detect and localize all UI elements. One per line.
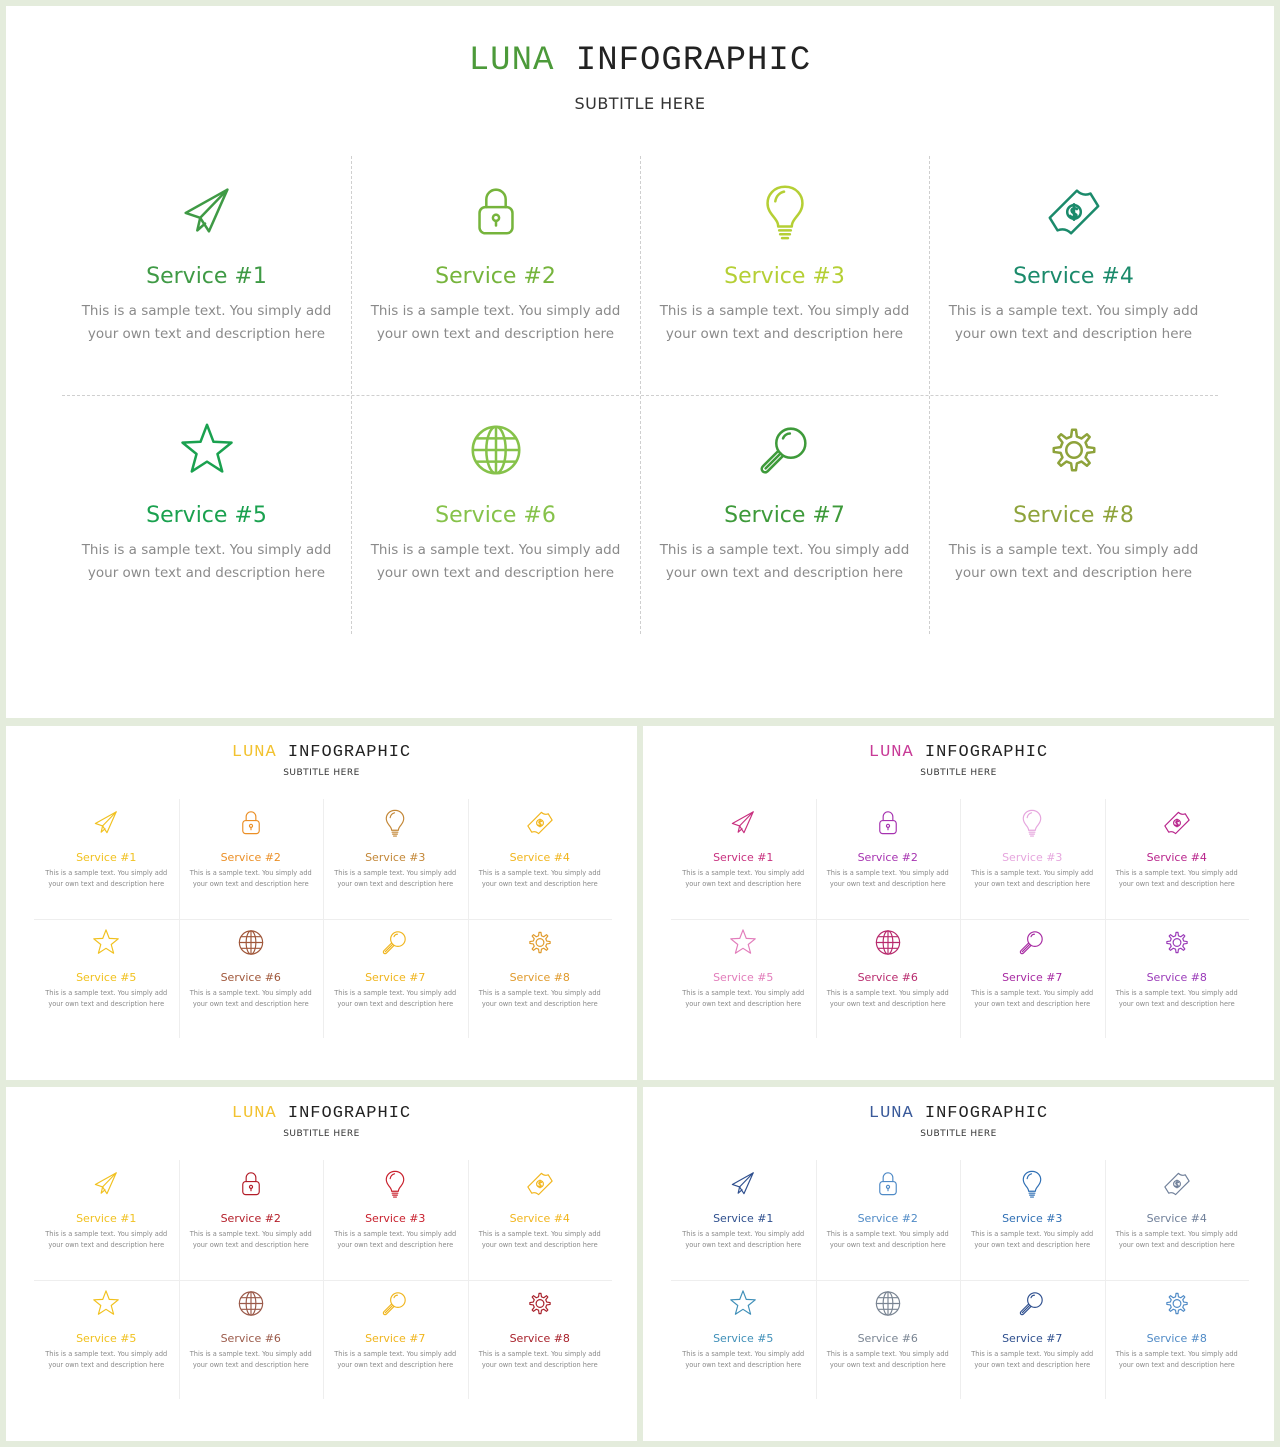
service-description (468, 988, 613, 1010)
description-line: your own text and description here (48, 1241, 165, 1249)
description-line: your own text and description here (974, 1360, 1091, 1369)
service-card (34, 1160, 179, 1280)
description-line: This is a sample text. You simply add (189, 869, 312, 877)
service-description (671, 1229, 816, 1251)
slide-title (643, 1104, 1274, 1123)
title-accent: LUNA (868, 1104, 914, 1123)
service-card (468, 919, 613, 1039)
service-title: Service #7 (724, 503, 845, 528)
description-line: This is a sample text. You simply add (948, 542, 1199, 558)
slide-subtitle: SUBTITLE HERE (283, 768, 360, 778)
yellow-infographic-slide (6, 726, 637, 1080)
magnifier-icon (1017, 1288, 1048, 1319)
service-description (179, 868, 324, 890)
light-bulb-icon (754, 180, 816, 242)
description-line: your own text and description here (829, 1241, 946, 1249)
gear-icon (524, 927, 555, 958)
service-card (351, 395, 640, 634)
slide-subtitle: SUBTITLE HERE (574, 94, 706, 113)
service-card (1105, 799, 1250, 919)
description-line: your own text and description here (829, 880, 946, 888)
service-card (640, 395, 929, 634)
services-grid (671, 1160, 1249, 1399)
service-card (1105, 1160, 1250, 1280)
service-title: Service #3 (365, 851, 426, 864)
description-line: your own text and description here (685, 1360, 802, 1369)
service-title: Service #5 (146, 503, 267, 528)
slide-title (643, 743, 1274, 762)
service-card (960, 1160, 1105, 1280)
description-line: your own text and description here (192, 999, 309, 1008)
slide-title (6, 743, 637, 762)
service-title: Service #8 (1013, 503, 1134, 528)
slide-title (6, 42, 1274, 80)
globe-icon (235, 927, 266, 958)
service-title: Service #6 (857, 970, 918, 984)
service-description (62, 539, 351, 585)
description-line: your own text and description here (481, 880, 598, 888)
description-line: your own text and description here (337, 999, 454, 1008)
title-main: INFOGRAPHIC (924, 1104, 1049, 1123)
title-accent: LUNA (231, 1104, 277, 1123)
service-title: Service #4 (509, 1212, 570, 1225)
services-grid (34, 799, 612, 1038)
red-infographic-slide (6, 1087, 637, 1441)
description-line: your own text and description here (481, 1241, 598, 1249)
description-line: This is a sample text. You simply add (45, 869, 168, 877)
service-description (960, 988, 1105, 1010)
service-title: Service #4 (1146, 1212, 1207, 1225)
service-title: Service #3 (724, 264, 845, 289)
globe-icon (872, 1288, 903, 1319)
description-line: This is a sample text. You simply add (478, 869, 601, 877)
service-title: Service #8 (1146, 970, 1207, 984)
description-line: This is a sample text. You simply add (45, 988, 168, 997)
padlock-icon (465, 180, 527, 242)
service-description (468, 868, 613, 890)
description-line: your own text and description here (1118, 1241, 1235, 1249)
service-description (671, 988, 816, 1010)
service-card (816, 1160, 961, 1280)
service-card (179, 1160, 324, 1280)
service-description (34, 1349, 179, 1371)
service-description (671, 868, 816, 890)
service-card (1105, 919, 1250, 1039)
service-description (323, 1349, 468, 1371)
service-card (960, 799, 1105, 919)
description-line: your own text and description here (1118, 1360, 1235, 1369)
service-card (34, 1280, 179, 1400)
title-accent: LUNA (868, 743, 914, 762)
description-line: your own text and description here (974, 880, 1091, 888)
description-line: your own text and description here (192, 1241, 309, 1249)
service-card (34, 799, 179, 919)
service-title: Service #3 (365, 1212, 426, 1225)
paper-plane-icon (728, 807, 759, 838)
service-card (671, 1160, 816, 1280)
service-description (816, 1349, 961, 1371)
description-line: This is a sample text. You simply add (478, 988, 601, 997)
service-title: Service #7 (1002, 1331, 1063, 1345)
service-title: Service #8 (509, 970, 570, 984)
description-line: your own text and description here (337, 1360, 454, 1369)
service-card (816, 1280, 961, 1400)
star-icon (728, 927, 759, 958)
description-line: your own text and description here (685, 1241, 802, 1249)
service-description (671, 1349, 816, 1371)
services-grid (62, 156, 1218, 634)
padlock-icon (872, 1168, 903, 1199)
service-description (1105, 868, 1250, 890)
service-description (179, 1349, 324, 1371)
service-title: Service #3 (1002, 851, 1063, 864)
service-title: Service #1 (76, 1212, 137, 1225)
service-title: Service #1 (713, 1212, 774, 1225)
description-line: your own text and description here (954, 565, 1193, 581)
money-bill-icon (1161, 807, 1192, 838)
service-description (1105, 1349, 1250, 1371)
service-description (816, 1229, 961, 1251)
description-line: your own text and description here (974, 999, 1091, 1008)
padlock-icon (235, 1168, 266, 1199)
main-infographic-slide (6, 6, 1274, 718)
description-line: your own text and description here (665, 565, 904, 581)
description-line: This is a sample text. You simply add (45, 1230, 168, 1238)
service-title: Service #2 (220, 851, 281, 864)
description-line: This is a sample text. You simply add (370, 303, 621, 319)
description-line: your own text and description here (685, 880, 802, 888)
magnifier-icon (380, 927, 411, 958)
service-card (323, 1280, 468, 1400)
service-title: Service #1 (76, 851, 137, 864)
description-line: your own text and description here (87, 326, 326, 342)
money-bill-icon (1043, 180, 1105, 242)
description-line: This is a sample text. You simply add (45, 1349, 168, 1358)
slide-subtitle: SUBTITLE HERE (920, 1129, 997, 1139)
service-title: Service #2 (857, 1212, 918, 1225)
service-title: Service #8 (1146, 1331, 1207, 1345)
description-line: This is a sample text. You simply add (189, 988, 312, 997)
description-line: This is a sample text. You simply add (682, 869, 805, 877)
globe-icon (872, 927, 903, 958)
service-title: Service #8 (509, 1331, 570, 1345)
service-card (62, 395, 351, 634)
service-card (323, 919, 468, 1039)
padlock-icon (235, 807, 266, 838)
description-line: This is a sample text. You simply add (1115, 1349, 1238, 1358)
description-line: your own text and description here (481, 999, 598, 1008)
description-line: This is a sample text. You simply add (948, 303, 1199, 319)
description-line: your own text and description here (337, 880, 454, 888)
money-bill-icon (524, 1168, 555, 1199)
description-line: your own text and description here (1118, 880, 1235, 888)
magnifier-icon (380, 1288, 411, 1319)
service-card (351, 156, 640, 395)
service-description (1105, 1229, 1250, 1251)
description-line: your own text and description here (376, 326, 615, 342)
service-card (929, 395, 1218, 634)
description-line: your own text and description here (376, 565, 615, 581)
description-line: This is a sample text. You simply add (1115, 869, 1238, 877)
service-description (640, 539, 929, 585)
paper-plane-icon (91, 807, 122, 838)
description-line: your own text and description here (1118, 999, 1235, 1008)
description-line: This is a sample text. You simply add (826, 988, 949, 997)
service-description (960, 868, 1105, 890)
title-main: INFOGRAPHIC (287, 1104, 412, 1123)
service-card (323, 799, 468, 919)
service-description (640, 300, 929, 346)
service-title: Service #5 (713, 970, 774, 984)
description-line: This is a sample text. You simply add (682, 1230, 805, 1238)
services-grid (34, 1160, 612, 1399)
description-line: This is a sample text. You simply add (189, 1349, 312, 1358)
gear-icon (1161, 1288, 1192, 1319)
service-title: Service #2 (220, 1212, 281, 1225)
title-main: INFOGRAPHIC (924, 743, 1049, 762)
service-card (323, 1160, 468, 1280)
service-card (816, 799, 961, 919)
services-grid (671, 799, 1249, 1038)
service-card (468, 1280, 613, 1400)
service-description (960, 1349, 1105, 1371)
description-line: This is a sample text. You simply add (659, 542, 910, 558)
slide-subtitle: SUBTITLE HERE (283, 1129, 360, 1139)
service-description (468, 1229, 613, 1251)
magnifier-icon (754, 419, 816, 481)
globe-icon (235, 1288, 266, 1319)
description-line: This is a sample text. You simply add (334, 869, 457, 877)
description-line: your own text and description here (829, 999, 946, 1008)
service-title: Service #4 (1146, 851, 1207, 864)
description-line: This is a sample text. You simply add (1115, 1230, 1238, 1238)
service-title: Service #4 (509, 851, 570, 864)
service-title: Service #3 (1002, 1212, 1063, 1225)
service-description (351, 539, 640, 585)
description-line: This is a sample text. You simply add (971, 1349, 1094, 1358)
service-card (179, 919, 324, 1039)
description-line: This is a sample text. You simply add (478, 1349, 601, 1358)
gear-icon (1161, 927, 1192, 958)
service-description (960, 1229, 1105, 1251)
paper-plane-icon (176, 180, 238, 242)
gear-icon (524, 1288, 555, 1319)
service-description (1105, 988, 1250, 1010)
light-bulb-icon (380, 807, 411, 838)
description-line: This is a sample text. You simply add (334, 988, 457, 997)
service-description (62, 300, 351, 346)
service-title: Service #7 (1002, 970, 1063, 984)
description-line: your own text and description here (974, 1241, 1091, 1249)
star-icon (176, 419, 238, 481)
service-card (34, 919, 179, 1039)
description-line: your own text and description here (829, 1360, 946, 1369)
star-icon (728, 1288, 759, 1319)
service-title: Service #5 (76, 970, 137, 984)
service-card (671, 919, 816, 1039)
globe-icon (465, 419, 527, 481)
service-description (34, 868, 179, 890)
description-line: This is a sample text. You simply add (81, 542, 332, 558)
description-line: This is a sample text. You simply add (826, 1349, 949, 1358)
service-description (179, 988, 324, 1010)
service-title: Service #6 (435, 503, 556, 528)
service-card (468, 799, 613, 919)
description-line: your own text and description here (48, 999, 165, 1008)
service-title: Service #1 (146, 264, 267, 289)
service-card (960, 919, 1105, 1039)
description-line: This is a sample text. You simply add (1115, 988, 1238, 997)
description-line: your own text and description here (954, 326, 1193, 342)
description-line: This is a sample text. You simply add (370, 542, 621, 558)
description-line: your own text and description here (192, 880, 309, 888)
description-line: This is a sample text. You simply add (971, 1230, 1094, 1238)
description-line: This is a sample text. You simply add (659, 303, 910, 319)
service-card (671, 1280, 816, 1400)
service-description (323, 988, 468, 1010)
service-card (671, 799, 816, 919)
description-line: This is a sample text. You simply add (682, 988, 805, 997)
service-title: Service #2 (435, 264, 556, 289)
description-line: your own text and description here (685, 999, 802, 1008)
service-title: Service #4 (1013, 264, 1134, 289)
light-bulb-icon (1017, 1168, 1048, 1199)
description-line: This is a sample text. You simply add (189, 1230, 312, 1238)
pink-infographic-slide (643, 726, 1274, 1080)
service-description (929, 300, 1218, 346)
money-bill-icon (1161, 1168, 1192, 1199)
star-icon (91, 927, 122, 958)
service-card (179, 799, 324, 919)
description-line: This is a sample text. You simply add (81, 303, 332, 319)
blue-infographic-slide (643, 1087, 1274, 1441)
padlock-icon (872, 807, 903, 838)
service-card (929, 156, 1218, 395)
service-card (179, 1280, 324, 1400)
gear-icon (1043, 419, 1105, 481)
service-title: Service #5 (713, 1331, 774, 1345)
service-title: Service #6 (220, 970, 281, 984)
service-title: Service #5 (76, 1331, 137, 1345)
service-title: Service #1 (713, 851, 774, 864)
service-description (323, 1229, 468, 1251)
service-title: Service #2 (857, 851, 918, 864)
money-bill-icon (524, 807, 555, 838)
title-accent: LUNA (468, 42, 555, 80)
title-accent: LUNA (231, 743, 277, 762)
service-title: Service #7 (365, 970, 426, 984)
description-line: your own text and description here (337, 1241, 454, 1249)
description-line: your own text and description here (192, 1360, 309, 1369)
service-description (179, 1229, 324, 1251)
description-line: This is a sample text. You simply add (971, 988, 1094, 997)
service-description (34, 1229, 179, 1251)
title-main: INFOGRAPHIC (575, 42, 812, 80)
light-bulb-icon (1017, 807, 1048, 838)
slide-title (6, 1104, 637, 1123)
service-description (816, 988, 961, 1010)
service-card (468, 1160, 613, 1280)
service-card (640, 156, 929, 395)
service-description (323, 868, 468, 890)
description-line: your own text and description here (665, 326, 904, 342)
title-main: INFOGRAPHIC (287, 743, 412, 762)
service-description (468, 1349, 613, 1371)
service-card (816, 919, 961, 1039)
service-description (816, 868, 961, 890)
service-title: Service #6 (220, 1331, 281, 1345)
star-icon (91, 1288, 122, 1319)
service-title: Service #6 (857, 1331, 918, 1345)
service-card (960, 1280, 1105, 1400)
magnifier-icon (1017, 927, 1048, 958)
description-line: This is a sample text. You simply add (478, 1230, 601, 1238)
description-line: This is a sample text. You simply add (826, 869, 949, 877)
service-description (351, 300, 640, 346)
description-line: your own text and description here (481, 1360, 598, 1369)
description-line: This is a sample text. You simply add (826, 1230, 949, 1238)
paper-plane-icon (91, 1168, 122, 1199)
service-description (34, 988, 179, 1010)
description-line: This is a sample text. You simply add (682, 1349, 805, 1358)
description-line: your own text and description here (48, 880, 165, 888)
description-line: your own text and description here (87, 565, 326, 581)
light-bulb-icon (380, 1168, 411, 1199)
service-card (62, 156, 351, 395)
description-line: your own text and description here (48, 1360, 165, 1369)
description-line: This is a sample text. You simply add (334, 1230, 457, 1238)
service-description (929, 539, 1218, 585)
description-line: This is a sample text. You simply add (334, 1349, 457, 1358)
description-line: This is a sample text. You simply add (971, 869, 1094, 877)
paper-plane-icon (728, 1168, 759, 1199)
slide-subtitle: SUBTITLE HERE (920, 768, 997, 778)
service-title: Service #7 (365, 1331, 426, 1345)
service-card (1105, 1280, 1250, 1400)
